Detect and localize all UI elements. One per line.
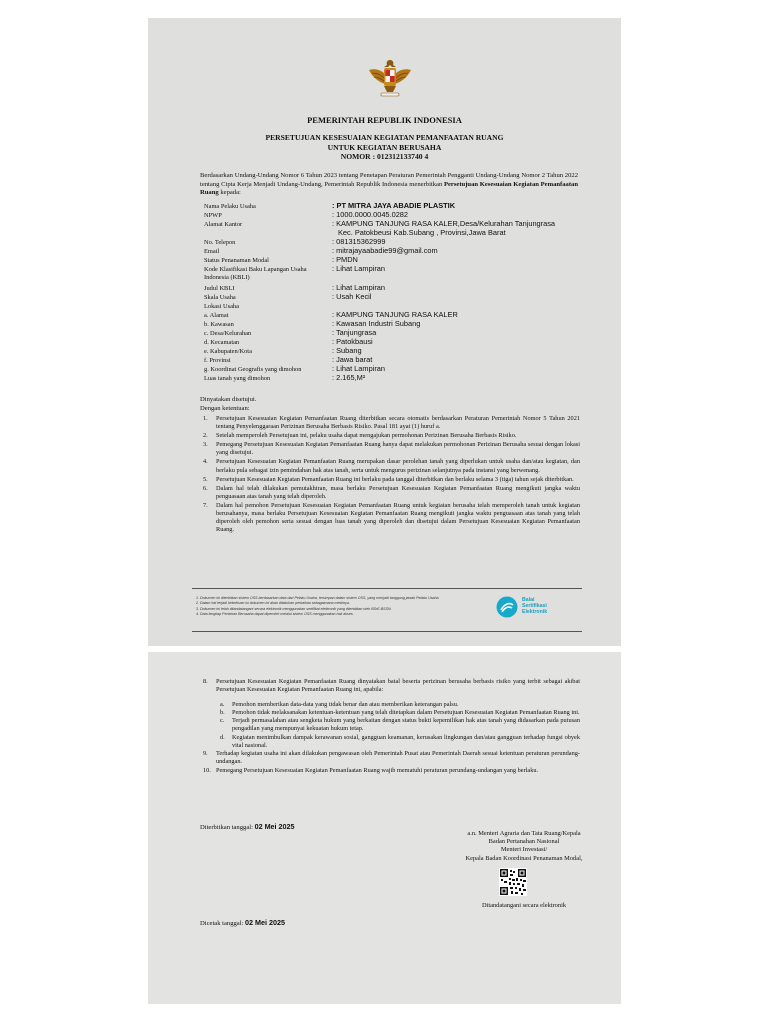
cancellation-subitem: b. Pemohon tidak melaksanakan ketentuan-ketentuan yang telah ditetapkan dalam Persetujuan Kesesuaian Kegiatan Pemanfaatan Ruang ini. xyxy=(220,709,580,717)
field-value: : KAMPUNG TANJUNG RASA KALER,Desa/Kelurahan Tanjungrasa xyxy=(332,219,556,228)
field-label: Email xyxy=(204,248,220,255)
field-row xyxy=(204,375,584,384)
garuda-emblem-icon xyxy=(367,54,413,100)
field-value: : Subang xyxy=(332,346,362,355)
intro-paragraph xyxy=(200,172,578,198)
field-label: g. Koordinat Geografis yang dimohon xyxy=(204,366,302,373)
field-value: : 1000.0000.0045.0282 xyxy=(332,210,409,219)
cancellation-subitem: c. Terjadi permasalahan atau sengketa hukum yang berkaitan dengan status bukti kepemilikan hak atas tanah yang didasarkan pada putusan pengadilan yang mempunyai kekuatan hukum tetap. xyxy=(220,717,580,733)
bsre-logo-text: Balai Sertifikasi Elektronik xyxy=(522,597,548,615)
field-label: c. Desa/Kelurahan xyxy=(204,330,252,337)
signatory-line: Badan Pertanahan Nasional xyxy=(488,838,560,846)
field-value: : Lihat Lampiran xyxy=(332,264,385,273)
signatory-block xyxy=(434,830,614,863)
signatory-line: Menteri Investasi/ xyxy=(500,846,548,854)
footer-note: 2. Dalam hal terjadi kekeliruan isi dokumen ini akan dilakukan perbaikan sebagaimana mestinya. xyxy=(196,601,350,606)
bsre-logo xyxy=(496,594,570,624)
field-value: : Lihat Lampiran xyxy=(332,283,385,292)
document-page-1 xyxy=(148,18,621,646)
condition-item: 8. Persetujuan Kesesuaian Kegiatan Pemanfaatan Ruang dinyatakan batal beserta perizinan berusaha berbasis risiko yang terbit sebagai akibat Persetujuan Kesesuaian Kegiatan Pemanfaatan Ruang ini, apabila: xyxy=(203,678,580,694)
field-row xyxy=(204,357,584,366)
condition-item: 10. Pemegang Persetujuan Kesesuaian Kegiatan Pemanfaatan Ruang wajib mematuhi peraturan perundang-undangan yang berlaku. xyxy=(203,766,539,774)
issued-date-value: 02 Mei 2025 xyxy=(254,822,295,831)
field-label: Luas tanah yang dimohon xyxy=(204,375,271,382)
document-title-line-1: PERSETUJUAN KESESUAIAN KEGIATAN PEMANFAATAN RUANG xyxy=(265,133,504,142)
field-label: e. Kabupaten/Kota xyxy=(204,348,252,355)
field-label: Judul KBLI xyxy=(204,285,235,292)
field-row xyxy=(204,266,584,284)
field-value: : mitrajayaabadie99@gmail.com xyxy=(332,246,438,255)
cancellation-subitem: a. Pemohon memberikan data-data yang tidak benar dan atau memberikan keterangan palsu. xyxy=(220,701,459,709)
condition-text: Persetujuan Kesesuaian Kegiatan Pemanfaatan Ruang dinyatakan batal beserta perizinan berusaha berbasis risiko yang terbit sebagai akibat Persetujuan Kesesuaian Kegiatan Pemanfaatan Ruang ini, apabila: xyxy=(216,678,580,694)
printed-date xyxy=(200,918,285,927)
field-row xyxy=(204,285,584,294)
issued-date xyxy=(200,822,295,831)
printed-date-label: Dicetak tanggal: xyxy=(200,920,244,927)
field-label: Skala Usaha xyxy=(204,294,236,301)
field-value: : PMDN xyxy=(332,255,358,264)
document-page-2 xyxy=(148,652,621,1004)
condition-text: Persetujuan Kesesuaian Kegiatan Pemanfaatan Ruang diterbitkan secara otomatis berdasarkan Peraturan Pemerintah Nomor 5 Tahun 2021 tentang Penyelenggaraan Perizinan Berusaha Berbasis Risiko. Pasal 181 ayat (1) huruf a. xyxy=(216,415,580,431)
field-label: d. Kecamatan xyxy=(204,339,240,346)
field-value: : Kawasan Industri Subang xyxy=(332,319,421,328)
intro-text-end: kepada: xyxy=(218,189,241,197)
condition-item: 6. Dalam hal telah dilakukan pemutakhiran, masa berlaku Persetujuan Kesesuaian Kegiatan Pemanfaatan Ruang mengikuti jangka waktu penguasaan atas tanah yang telah diperoleh. xyxy=(203,484,580,500)
condition-text: Terhadap kegiatan usaha ini akan dilakukan pengawasan oleh Pemerintah Pusat atau Pemerintah Daerah sesuai ketentuan peraturan perundang-undangan. xyxy=(216,749,580,765)
cancellation-clause xyxy=(200,678,580,776)
intro-text-bold: Persetujuan Kesesuaian Kegiatan Pemanfaatan Ruang xyxy=(200,180,578,197)
field-value: : 2.165,M² xyxy=(332,373,366,382)
field-value: : Tanjungrasa xyxy=(332,328,377,337)
footer-note: 1. Dokumen ini diterbitkan sistem OSS berdasarkan data dari Pelaku Usaha, tersimpan dalam sistem OSS, yang menjadi tanggung jawab Pelaku Usaha. xyxy=(196,596,440,600)
field-row xyxy=(204,339,584,348)
condition-text: Setelah memperoleh Persetujuan ini, pelaku usaha dapat mengajukan permohonan Perizinan Berusaha Berbasis Risiko. xyxy=(216,432,517,440)
condition-text: Pemegang Persetujuan Kesesuaian Kegiatan Pemanfaatan Ruang wajib mematuhi peraturan perundang-undangan yang berlaku. xyxy=(216,766,539,774)
field-label: f. Provinsi xyxy=(204,357,231,364)
qr-code-icon xyxy=(499,868,527,896)
approval-statement: Dinyatakan disetujui. xyxy=(200,396,257,403)
footer-notes xyxy=(196,596,496,617)
document-title xyxy=(148,133,621,162)
condition-item: 3. Pemegang Persetujuan Kesesuaian Kegiatan Pemanfaatan Ruang hanya dapat melakukan permohonan Perizinan Berusaha sesuai dengan lokasi yang disetujui. xyxy=(203,441,580,457)
condition-item: 1. Persetujuan Kesesuaian Kegiatan Pemanfaatan Ruang diterbitkan secara otomatis berdasarkan Peraturan Pemerintah Nomor 5 Tahun 2021 tentang Penyelenggaraan Perizinan Berusaha Berbasis Risiko. Pasal 181 ayat (1) huruf a. xyxy=(203,415,580,431)
cancellation-subitem: d. Kegiatan menimbulkan dampak kerawanan sosial, gangguan keamanan, kerusakan lingkungan dan/atau gangguan terhadap fungsi obyek vital nasional. xyxy=(220,733,580,749)
footer-note: 3. Dokumen ini telah ditandatangani secara elektronik menggunakan sertifikat elektronik yang diterbitkan oleh BSrE-BSSN. xyxy=(196,606,392,611)
field-row xyxy=(204,348,584,357)
field-label: Kode Klasifikasi Baku Lapangan Usaha Indonesia (KBLI) xyxy=(204,266,307,281)
condition-item: 5. Persetujuan Kesesuaian Kegiatan Pemanfaatan Ruang ini berlaku pada tanggal diterbitkan dan berlaku selama 3 (tiga) tahun sejak diterbitkan. xyxy=(203,475,574,483)
field-value: : Lihat Lampiran xyxy=(332,364,385,373)
document-title-line-2: UNTUK KEGIATAN BERUSAHA xyxy=(327,142,442,152)
field-row xyxy=(204,230,584,239)
condition-text: Persetujuan Kesesuaian Kegiatan Pemanfaatan Ruang ini berlaku pada tanggal diterbitkan dan berlaku selama 3 (tiga) tahun sejak diterbitkan. xyxy=(216,475,574,483)
field-row xyxy=(204,294,584,303)
condition-item: 7. Dalam hal pemohon Persetujuan Kesesuaian Kegiatan Pemanfaatan Ruang untuk kegiatan berusaha telah memperoleh tanah untuk kegiatan berusahanya, masa berlaku Persetujuan Kesesuaian Kegiatan Pemanfaatan Ruang mengikuti jangka waktu penguasaan atas tanah yang telah diperoleh oleh pemohon serta sesuai dengan luas tanah yang diperoleh dan disetujui dalam Persetujuan Kesesuaian Kegiatan Pemanfaatan Ruang. xyxy=(203,501,580,534)
bsre-logo-icon xyxy=(496,596,518,618)
field-label: Alamat Kantor xyxy=(204,221,243,228)
issued-date-label: Diterbitkan tanggal: xyxy=(200,824,253,831)
field-row xyxy=(204,321,584,330)
field-value: : PT MITRA JAYA ABADIE PLASTIK xyxy=(332,201,456,210)
government-title: PEMERINTAH REPUBLIK INDONESIA xyxy=(307,115,462,125)
field-label: b. Kawasan xyxy=(204,321,234,328)
document-number: NOMOR : 012312133740 4 xyxy=(340,152,429,161)
condition-text: Dalam hal telah dilakukan pemutakhiran, masa berlaku Persetujuan Kesesuaian Kegiatan Pemanfaatan Ruang mengikuti jangka waktu penguasaan atas tanah yang telah diperoleh. xyxy=(216,484,580,500)
conditions-list xyxy=(200,415,580,535)
printed-date-value: 02 Mei 2025 xyxy=(245,918,286,927)
field-label: a. Alamat xyxy=(204,312,229,319)
field-value: : 081315362999 xyxy=(332,237,386,246)
condition-item: 9. Terhadap kegiatan usaha ini akan dilakukan pengawasan oleh Pemerintah Pusat atau Pemerintah Daerah sesuai ketentuan peraturan perundang-undangan. xyxy=(203,749,580,765)
field-label: NPWP xyxy=(204,212,222,219)
field-label: No. Telepon xyxy=(204,239,236,246)
field-value-continued: Kec. Patokbeusi Kab.Subang , Provinsi,Jawa Barat xyxy=(338,228,506,237)
field-row xyxy=(204,248,584,257)
conditions-heading: Dengan ketentuan: xyxy=(200,404,250,412)
field-row xyxy=(204,257,584,266)
condition-item: 2. Setelah memperoleh Persetujuan ini, pelaku usaha dapat mengajukan permohonan Perizinan Berusaha Berbasis Risiko. xyxy=(203,432,517,440)
condition-text: Persetujuan Kesesuaian Kegiatan Pemanfaatan Ruang merupakan dasar perolehan tanah yang diperlukan untuk usaha dan/atau kegiatan, dan berlaku pula sebagai izin pemindahan hak atas tanah, serta untuk mengurus perizinan selanjutnya pada instansi yang berwenang. xyxy=(216,458,580,474)
condition-text: Dalam hal pemohon Persetujuan Kesesuaian Kegiatan Pemanfaatan Ruang untuk kegiatan berusaha telah memperoleh tanah untuk kegiatan berusahanya, masa berlaku Persetujuan Kesesuaian Kegiatan Pemanfaatan Ruang mengikuti jangka waktu penguasaan atas tanah yang telah diperoleh oleh pemohon serta sesuai dengan luas tanah yang diperoleh dan disetujui dalam Persetujuan Kesesuaian Kegiatan Pemanfaatan Ruang. xyxy=(216,501,580,534)
field-label: Status Penanaman Modal xyxy=(204,257,269,264)
footer-notes-box xyxy=(192,588,582,632)
field-label: Nama Pelaku Usaha xyxy=(204,203,256,210)
intro-text: Berdasarkan Undang-Undang Nomor 6 Tahun 2023 tentang Penetapan Peraturan Pemerintah Pengganti Undang-Undang Nomor 2 Tahun 2022 tentang Cipta Kerja Menjadi Undang-Undang, Pemerintah Republik Indonesia menerbitkan xyxy=(200,172,578,188)
signatory-line: Kepala Badan Koordinasi Penanaman Modal, xyxy=(465,854,583,862)
field-row xyxy=(204,330,584,339)
footer-note: 4. Data lengkap Perizinan Berusaha dapat diperoleh melalui sistem OSS menggunakan hak akses. xyxy=(196,611,354,616)
field-value: : Patokbausi xyxy=(332,337,373,346)
condition-text: Pemegang Persetujuan Kesesuaian Kegiatan Pemanfaatan Ruang hanya dapat melakukan permohonan Perizinan Berusaha sesuai dengan lokasi yang disetujui. xyxy=(216,441,580,457)
condition-item: 4. Persetujuan Kesesuaian Kegiatan Pemanfaatan Ruang merupakan dasar perolehan tanah yang diperlukan untuk usaha dan/atau kegiatan, dan berlaku pula sebagai izin pemindahan hak atas tanah, serta untuk mengurus perizinan selanjutnya pada instansi yang berwenang. xyxy=(203,458,580,474)
field-value: : Jawa barat xyxy=(332,355,373,364)
field-value: : KAMPUNG TANJUNG RASA KALER xyxy=(332,310,458,319)
field-label: Lokasi Usaha xyxy=(204,303,239,310)
signatory-line: a.n. Menteri Agraria dan Tata Ruang/Kepala xyxy=(467,830,581,837)
field-value: : Usah Kecil xyxy=(332,292,372,301)
field-row xyxy=(204,366,584,375)
approval-block xyxy=(200,396,578,413)
electronic-signature-note: Ditandatangani secara elektronik xyxy=(481,902,567,909)
